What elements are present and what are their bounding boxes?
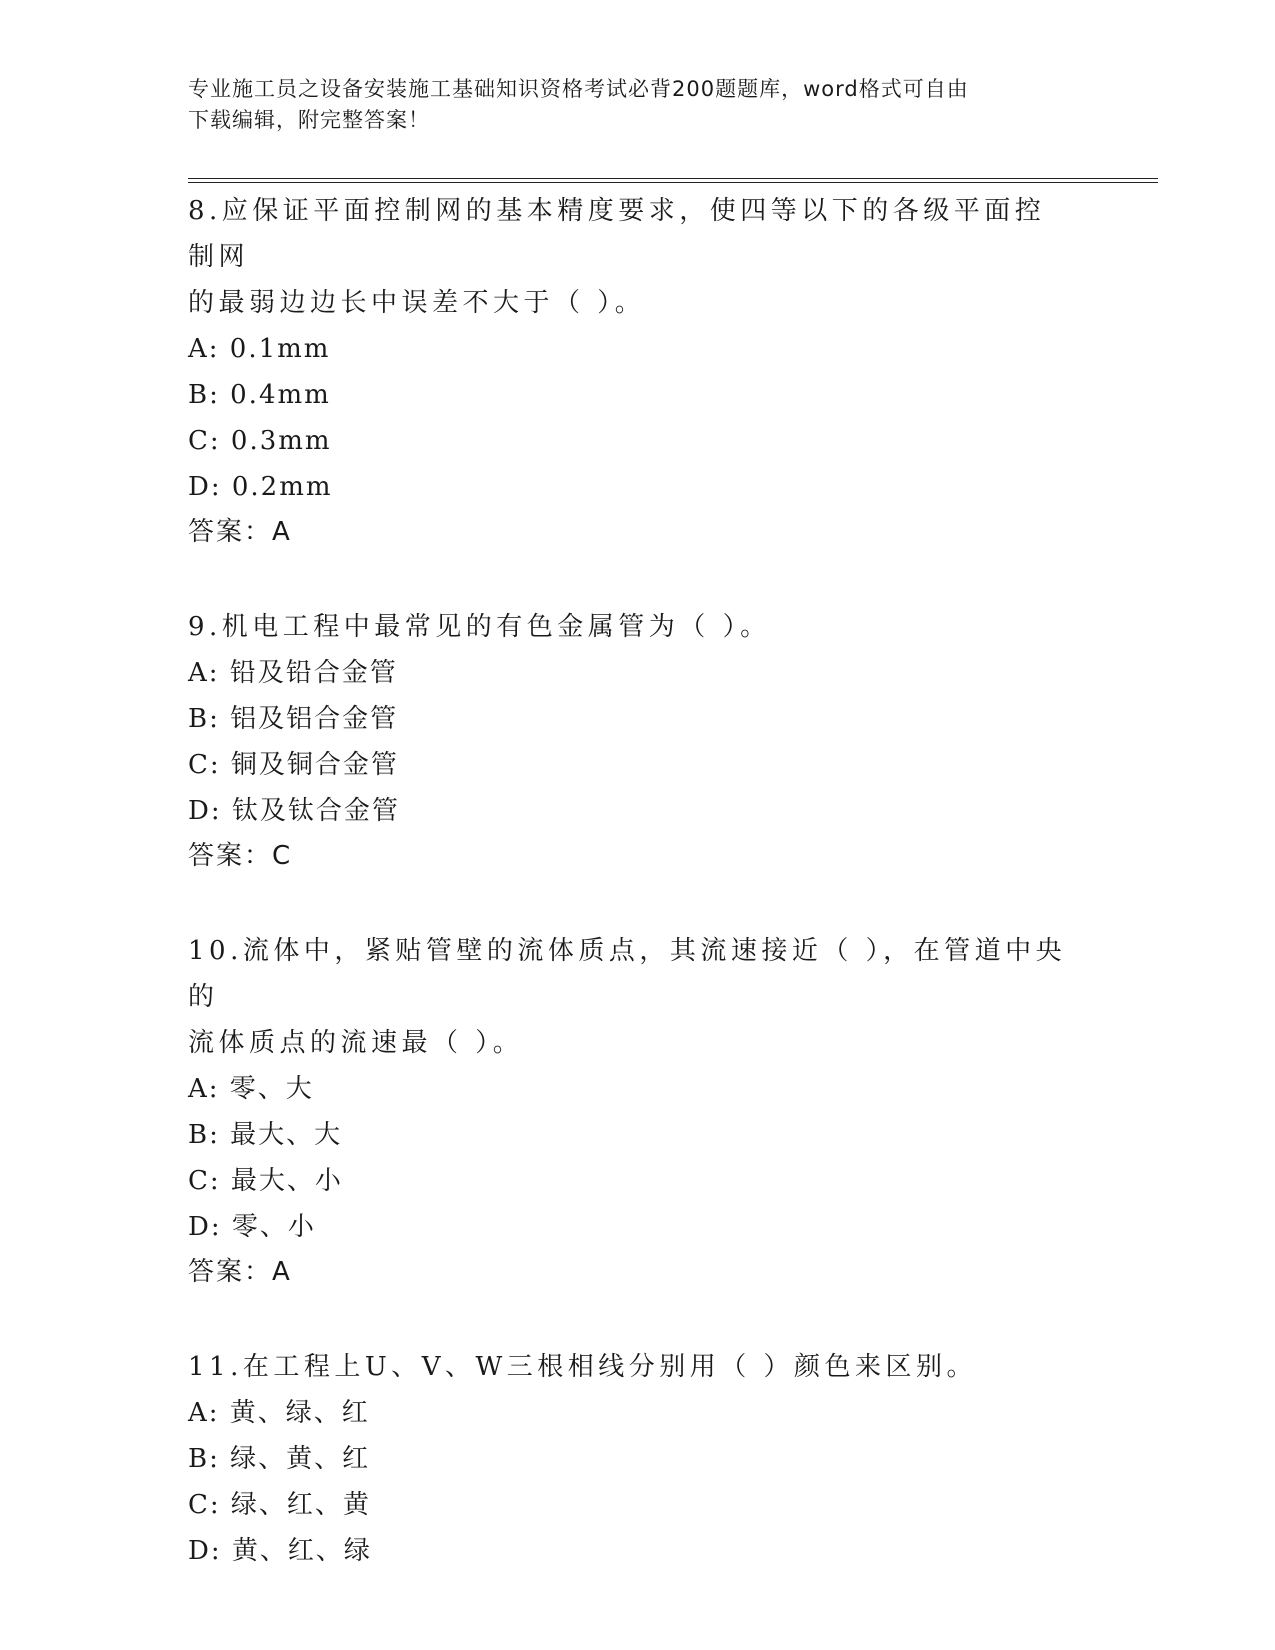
option-9-a: A: 铅及铅合金管 (188, 658, 398, 688)
answer-9: 答案：C (188, 841, 293, 871)
question-block-8 (188, 188, 1068, 554)
question-stem-8-line-2: 的最弱边边长中误差不大于（ ）。 (188, 288, 646, 318)
question-stem-8-line-1: 8.应保证平面控制网的基本精度要求，使四等以下的各级平面控制网 (188, 196, 1046, 272)
option-9-c: C: 铜及铜合金管 (188, 750, 399, 780)
option-10-d: D: 零、小 (188, 1212, 316, 1242)
option-11-c: C: 绿、红、黄 (188, 1490, 371, 1520)
question-block-9 (188, 604, 1068, 878)
option-9-d: D: 钛及钛合金管 (188, 796, 400, 826)
option-10-c: C: 最大、小 (188, 1166, 343, 1196)
spacer (188, 554, 1068, 604)
option-8-a: A: 0.1mm (188, 334, 331, 364)
answer-8: 答案：A (188, 517, 292, 547)
option-11-b: B: 绿、黄、红 (188, 1444, 371, 1474)
question-stem-11-line-1: 11.在工程上U、V、W三根相线分别用（ ）颜色来区别。 (188, 1352, 978, 1382)
option-9-b: B: 铝及铝合金管 (188, 704, 399, 734)
answer-10: 答案：A (188, 1257, 292, 1287)
option-8-c: C: 0.3mm (188, 426, 332, 456)
spacer (188, 878, 1068, 928)
document-header (188, 74, 1068, 136)
spacer (188, 1294, 1068, 1344)
header-line-2: 下载编辑，附完整答案！ (188, 108, 430, 132)
option-8-b: B: 0.4mm (188, 380, 331, 410)
header-divider-bottom (188, 182, 1158, 183)
option-11-a: A: 黄、绿、红 (188, 1398, 370, 1428)
option-10-a: A: 零、大 (188, 1074, 314, 1104)
question-stem-10-line-2: 流体质点的流速最（ ）。 (188, 1028, 524, 1058)
question-stem-9-line-1: 9.机电工程中最常见的有色金属管为（ ）。 (188, 612, 771, 642)
option-8-d: D: 0.2mm (188, 472, 333, 502)
question-list (188, 188, 1068, 1574)
question-block-11 (188, 1344, 1068, 1574)
option-11-d: D: 黄、红、绿 (188, 1536, 372, 1566)
option-10-b: B: 最大、大 (188, 1120, 343, 1150)
question-stem-10-line-1: 10.流体中，紧贴管壁的流体质点，其流速接近（ ），在管道中央的 (188, 936, 1067, 1012)
header-line-1: 专业施工员之设备安装施工基础知识资格考试必背200题题库，word格式可自由 (188, 77, 969, 101)
header-divider-top (188, 178, 1158, 179)
question-block-10 (188, 928, 1068, 1294)
